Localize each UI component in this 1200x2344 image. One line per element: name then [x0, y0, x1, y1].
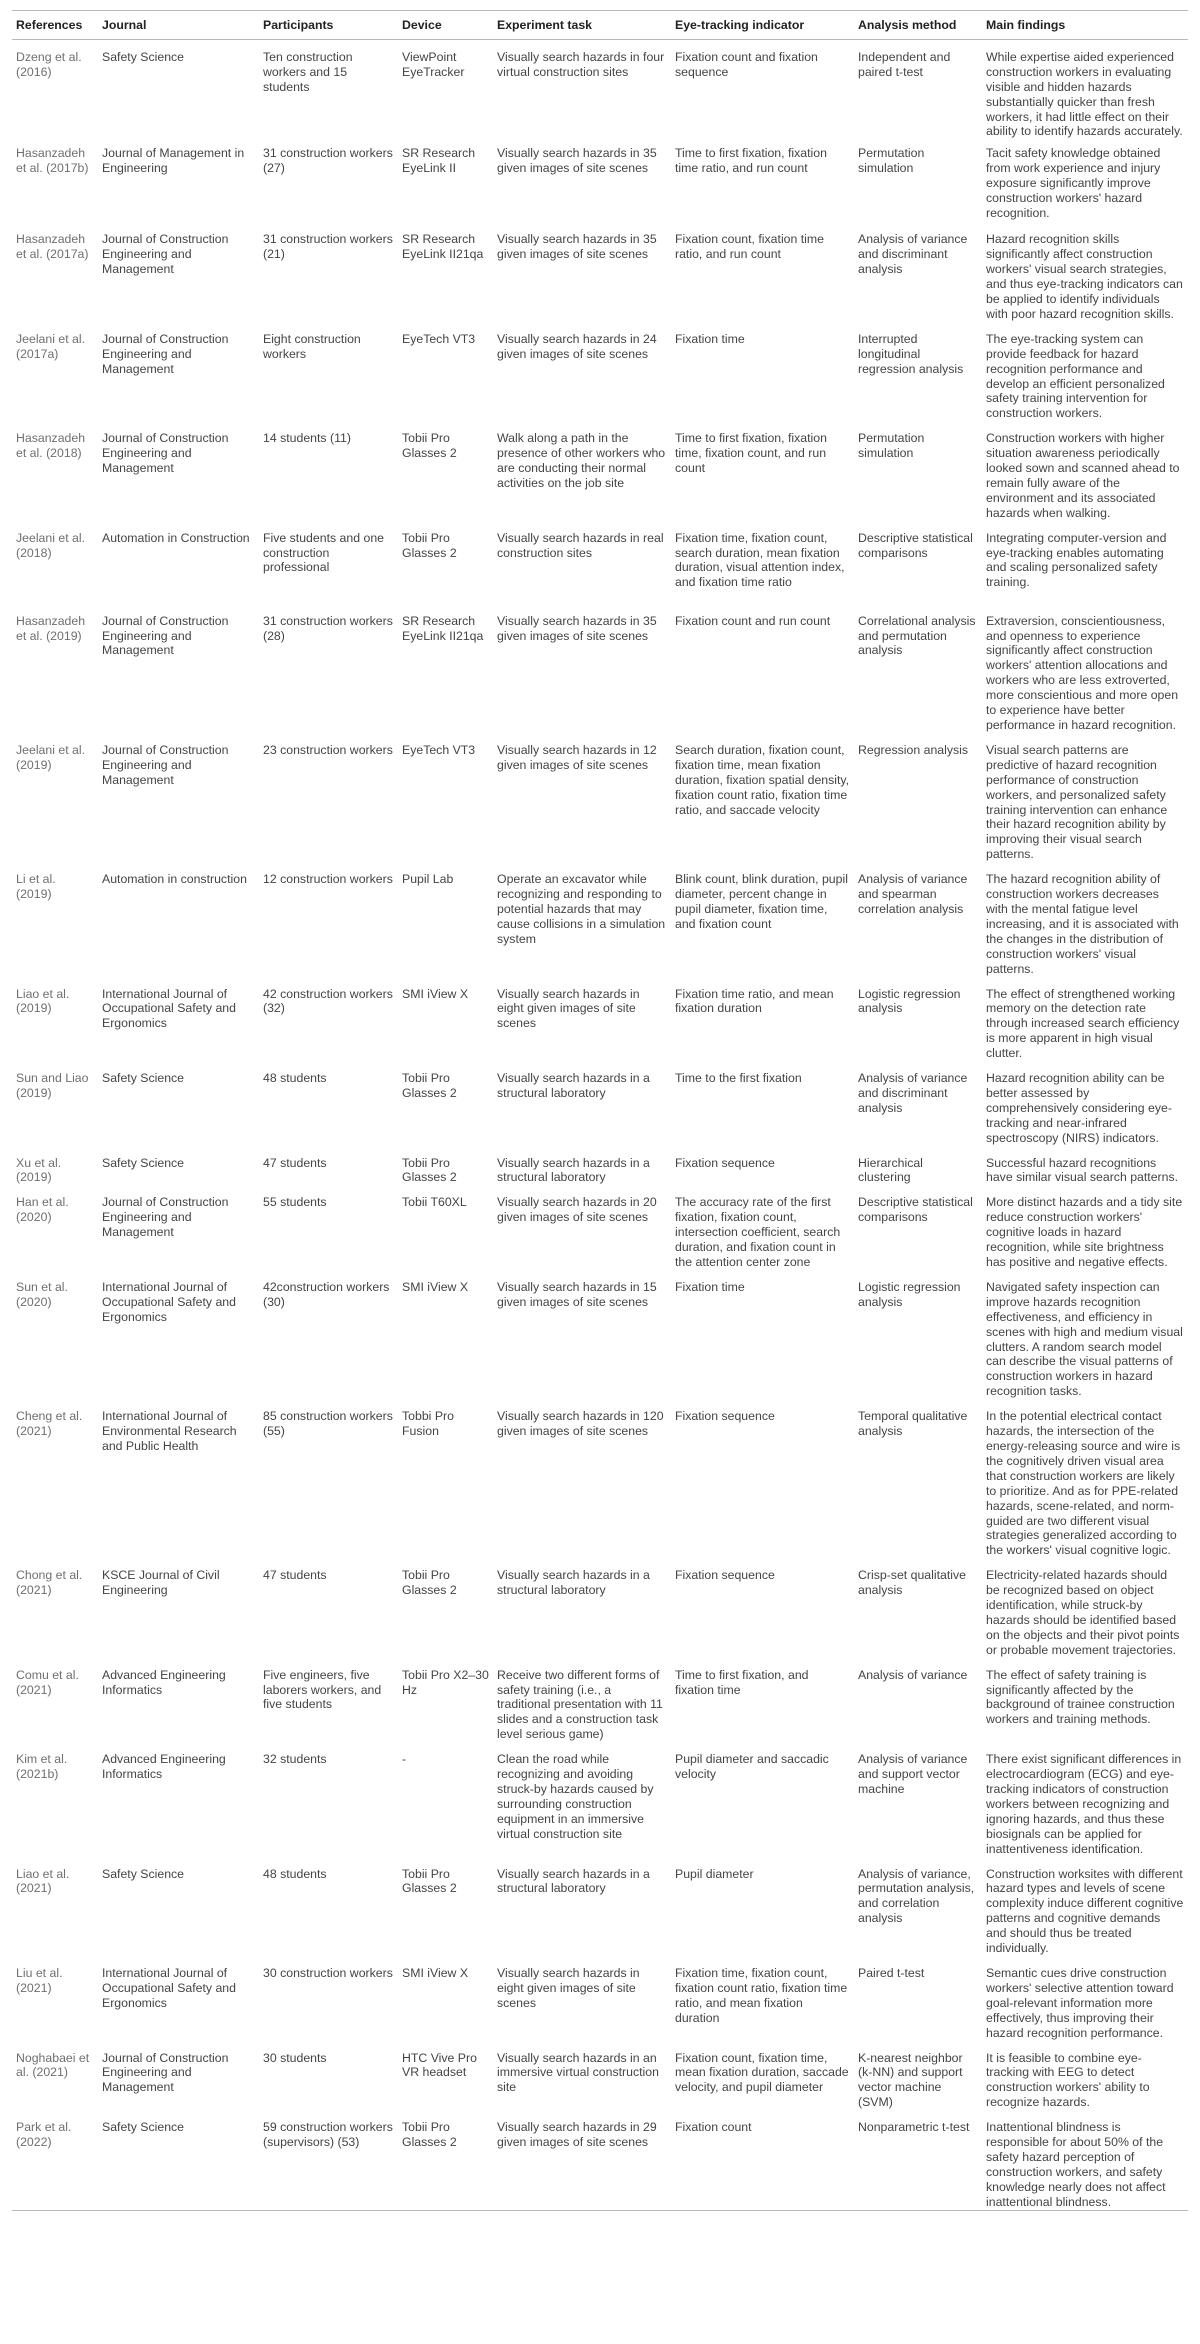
cell-journal: Safety Science: [102, 1071, 185, 1086]
cell-journal: Automation in Construction: [102, 530, 250, 545]
cell-eye-tracking-indicator: Time to first fixation, and fixation time: [675, 1667, 809, 1697]
cell-journal: Journal of Management in Engineering: [102, 146, 245, 176]
cell-participants: 32 students: [263, 1752, 327, 1767]
cell-experiment-task: Operate an excavator while recognizing and responding to potential hazards that may cause collisions in a simulation system: [497, 872, 666, 946]
cell-participants: 47 students: [263, 1568, 327, 1583]
cell-main-findings: Integrating computer-version and eye-tracking enables automating and scaling personalized safety training.: [986, 530, 1167, 590]
cell-participants: 48 students: [263, 1071, 327, 1086]
cell-reference: Hasanzadeh et al. (2019): [16, 613, 86, 643]
cell-main-findings: The effect of strengthened working memory on the detection rate through increased search efficiency is more apparent in high visual clutter.: [986, 986, 1180, 1061]
table-row: [12, 2041, 1188, 2111]
cell-eye-tracking-indicator: Fixation time: [675, 331, 745, 346]
cell-experiment-task: Visually search hazards in 35 given images of site scenes: [497, 232, 657, 262]
cell-eye-tracking-indicator: Fixation count: [671, 2110, 854, 2210]
cell-experiment-task: Clean the road while recognizing and avoiding struck-by hazards caused by surrounding construction equipment in an immersive virtual construction site: [497, 1752, 654, 1841]
cell-eye-tracking-indicator: Time to first fixation, fixation time ratio, and run count: [675, 146, 827, 176]
cell-eye-tracking-indicator: Blink count, blink duration, pupil diameter, percent change in pupil diameter, fixation time, and fixation count: [675, 872, 848, 931]
cell-reference: Liu et al. (2021): [16, 1965, 63, 1995]
cell-experiment-task: Visually search hazards in 15 given images of site scenes: [497, 1279, 657, 1309]
cell-device: Tobii Pro Glasses 2: [402, 431, 457, 461]
cell-reference: Hasanzadeh et al. (2018): [16, 431, 86, 461]
cell-main-findings: Hazard recognition ability can be better assessed by comprehensively considering eye-tracking and near-infrared spectroscopy (NIRS) indicators.: [986, 1071, 1172, 1145]
table-row: [12, 222, 1188, 321]
cell-main-findings: Tacit safety knowledge obtained from work experience and injury exposure significantly improve construction workers' hazard recognition.: [986, 146, 1161, 220]
cell-participants: Ten construction workers and 15 students: [263, 49, 353, 94]
cell-main-findings: The effect of safety training is significantly affected by the background of trainee construction workers and training methods.: [986, 1667, 1175, 1727]
cell-reference: Park et al. (2022): [12, 2110, 98, 2210]
cell-reference: Kim et al. (2021b): [16, 1752, 68, 1782]
cell-device: SR Research EyeLink II: [402, 146, 476, 176]
cell-reference: Hasanzadeh et al. (2017b): [16, 146, 89, 176]
cell-participants: 48 students: [263, 1866, 327, 1881]
cell-main-findings: The eye-tracking system can provide feedback for hazard recognition performance and develop an efficient personalized safety training intervention for construction workers.: [986, 331, 1165, 421]
cell-reference: Jeelani et al. (2018): [16, 530, 86, 560]
cell-experiment-task: Visually search hazards in 35 given images of site scenes: [497, 613, 657, 643]
table-row: [12, 1558, 1188, 1657]
table-row: [12, 1185, 1188, 1270]
cell-reference: Cheng et al. (2021): [16, 1409, 83, 1439]
cell-device: EyeTech VT3: [402, 742, 476, 757]
cell-eye-tracking-indicator: Pupil diameter and saccadic velocity: [675, 1752, 829, 1782]
cell-eye-tracking-indicator: Fixation sequence: [675, 1409, 775, 1424]
cell-participants: 30 construction workers: [263, 1965, 393, 1980]
table-header: [12, 11, 1188, 40]
cell-analysis-method: Paired t-test: [858, 1965, 925, 1980]
cell-reference: Liao et al. (2019): [16, 986, 70, 1016]
cell-participants: 31 construction workers (28): [263, 613, 393, 643]
cell-analysis-method: Interrupted longitudinal regression analysis: [858, 331, 964, 376]
table-row: [12, 862, 1188, 976]
cell-experiment-task: Visually search hazards in eight given images of site scenes: [497, 1965, 640, 2010]
cell-journal: International Journal of Occupational Safety and Ergonomics: [102, 1279, 236, 1324]
cell-participants: 31 construction workers (21): [263, 232, 393, 262]
cell-journal: Automation in construction: [102, 872, 247, 887]
cell-analysis-method: Logistic regression analysis: [858, 1279, 961, 1309]
cell-eye-tracking-indicator: Time to the first fixation: [675, 1071, 802, 1086]
cell-journal: KSCE Journal of Civil Engineering: [102, 1568, 220, 1598]
cell-device: Tobii Pro Glasses 2: [402, 1155, 457, 1185]
cell-analysis-method: Correlational analysis and permutation analysis: [858, 613, 976, 658]
cell-analysis-method: Analysis of variance: [858, 1667, 968, 1682]
cell-eye-tracking-indicator: Fixation time, fixation count, search duration, mean fixation duration, visual attention index, and fixation time ratio: [675, 530, 845, 590]
cell-participants: 59 construction workers (supervisors) (53): [259, 2110, 398, 2210]
cell-experiment-task: Visually search hazards in 12 given images of site scenes: [497, 742, 657, 772]
table-row: [12, 1956, 1188, 2041]
cell-reference: Han et al. (2020): [16, 1195, 69, 1225]
cell-reference: Xu et al. (2019): [16, 1155, 62, 1185]
cell-device: ViewPoint EyeTracker: [402, 49, 465, 79]
cell-analysis-method: Analysis of variance, permutation analysis, and correlation analysis: [858, 1866, 975, 1926]
cell-device: SMI iView X: [402, 1279, 469, 1294]
cell-device: Tobii Pro Glasses 2: [402, 1568, 457, 1598]
table-row: [12, 1857, 1188, 1956]
cell-analysis-method: Temporal qualitative analysis: [858, 1409, 968, 1439]
header-analysis-method: Analysis method: [854, 11, 982, 40]
table-row: [12, 1146, 1188, 1186]
cell-device: SR Research EyeLink II21qa: [402, 613, 484, 643]
cell-main-findings: Successful hazard recognitions have similar visual search patterns.: [986, 1155, 1179, 1185]
table-row: [12, 421, 1188, 520]
cell-journal: Advanced Engineering Informatics: [102, 1667, 226, 1697]
table-row: [12, 604, 1188, 733]
cell-main-findings: Extraversion, conscientiousness, and openness to experience significantly affect construction workers' attention allocations and workers who are less extroverted, more conscientious and more open to experience have better performance in hazard recognition.: [986, 613, 1179, 732]
literature-table: [12, 10, 1188, 2211]
cell-participants: 55 students: [263, 1195, 327, 1210]
cell-reference: Jeelani et al. (2019): [16, 742, 86, 772]
cell-participants: Five students and one construction professional: [263, 530, 384, 575]
cell-journal: Journal of Construction Engineering and Management: [102, 232, 229, 277]
cell-analysis-method: Crisp-set qualitative analysis: [858, 1568, 966, 1598]
cell-analysis-method: Logistic regression analysis: [858, 986, 961, 1016]
cell-analysis-method: K-nearest neighbor (k-NN) and support vector machine (SVM): [858, 2050, 963, 2110]
table-row: [12, 521, 1188, 604]
cell-journal: Safety Science: [102, 49, 185, 64]
table-row: [12, 1061, 1188, 1146]
cell-participants: Eight construction workers: [263, 331, 361, 361]
cell-device: SR Research EyeLink II21qa: [402, 232, 484, 262]
table-row: [12, 733, 1188, 862]
cell-reference: Liao et al. (2021): [16, 1866, 70, 1896]
cell-eye-tracking-indicator: The accuracy rate of the first fixation, fixation count, intersection coefficient, search duration, and fixation count in the attention center zone: [675, 1195, 841, 1269]
cell-experiment-task: Receive two different forms of safety training (i.e., a traditional presentation with 11 slides and a construction task level serious game): [497, 1667, 663, 1742]
header-row: [12, 11, 1188, 40]
cell-analysis-method: Permutation simulation: [858, 146, 925, 176]
cell-journal: International Journal of Environmental Research and Public Health: [102, 1409, 237, 1453]
cell-device: EyeTech VT3: [402, 331, 476, 346]
cell-analysis-method: Regression analysis: [858, 742, 969, 757]
cell-participants: 47 students: [263, 1155, 327, 1170]
table-row: [12, 977, 1188, 1062]
cell-participants: 85 construction workers (55): [263, 1409, 393, 1439]
cell-main-findings: The hazard recognition ability of construction workers decreases with the mental fatigue level increasing, and it is associated with the changes in the distribution of construction workers' visual patterns.: [986, 872, 1179, 976]
cell-eye-tracking-indicator: Fixation sequence: [675, 1568, 775, 1583]
cell-reference: Hasanzadeh et al. (2017a): [16, 232, 89, 262]
cell-reference: Sun and Liao (2019): [16, 1071, 89, 1100]
cell-device: SMI iView X: [402, 1965, 469, 1980]
cell-eye-tracking-indicator: Search duration, fixation count, fixation time, mean fixation duration, fixation spatial density, fixation count ratio, fixation time ratio, and saccade velocity: [675, 742, 850, 817]
table-row: [12, 39, 1188, 139]
cell-main-findings: While expertise aided experienced construction workers in evaluating visible and hidden hazards substantially quicker than fresh workers, it had little effect on their ability to identify hazards accurately.: [986, 49, 1183, 139]
cell-eye-tracking-indicator: Fixation time ratio, and mean fixation duration: [675, 986, 834, 1016]
table-row: [12, 2110, 1188, 2210]
cell-main-findings: In the potential electrical contact hazards, the intersection of the energy-releasing source and wire is the cognitively driven visual area that construction workers are likely to prioritize. And as for PPE-related hazards, scene-related, and norm-guided are two different visual strategies generalized according to the workers' visual cognitive logic.: [986, 1409, 1181, 1558]
cell-eye-tracking-indicator: Fixation count, fixation time, mean fixation duration, saccade velocity, and pupil diameter: [675, 2050, 849, 2095]
cell-journal: Safety Science: [102, 1155, 185, 1170]
cell-eye-tracking-indicator: Fixation count and run count: [675, 613, 831, 628]
cell-experiment-task: Visually search hazards in four virtual construction sites: [497, 49, 665, 79]
cell-experiment-task: Visually search hazards in real construction sites: [497, 530, 664, 560]
header-experiment-task: Experiment task: [493, 11, 671, 40]
cell-main-findings: Visual search patterns are predictive of hazard recognition performance of construction workers, and personalized safety training intervention can enhance their hazard recognition ability by improving their visual search patterns.: [986, 742, 1168, 862]
cell-analysis-method: Descriptive statistical comparisons: [858, 530, 973, 560]
cell-device: Tobii Pro Glasses 2: [398, 2110, 493, 2210]
cell-device: Tobbi Pro Fusion: [402, 1409, 454, 1439]
cell-journal: Journal of Construction Engineering and Management: [102, 331, 229, 376]
cell-main-findings: Electricity-related hazards should be recognized based on object identification, while struck-by hazards should be identified based on the objects and their pivot points or probable movement trajectories.: [986, 1568, 1180, 1657]
cell-journal: Safety Science: [98, 2110, 259, 2210]
cell-main-findings: Hazard recognition skills significantly affect construction workers' visual search strategies, and thus eye-tracking indicators can be applied to identify individuals with poor hazard recognition skills.: [986, 232, 1183, 321]
header-participants: Participants: [259, 11, 398, 40]
cell-eye-tracking-indicator: Fixation sequence: [675, 1155, 775, 1170]
cell-experiment-task: Visually search hazards in an immersive virtual construction site: [497, 2050, 659, 2095]
cell-journal: Journal of Construction Engineering and Management: [102, 2050, 229, 2095]
cell-participants: 42construction workers (30): [263, 1279, 390, 1309]
cell-analysis-method: Nonparametric t-test: [854, 2110, 982, 2210]
cell-main-findings: There exist significant differences in electrocardiogram (ECG) and eye-tracking indicators of construction workers between recognizing and ignoring hazards, and thus these biosignals can be applied for inattentiveness identification.: [986, 1752, 1182, 1856]
cell-experiment-task: Visually search hazards in a structural laboratory: [497, 1071, 650, 1100]
cell-reference: Li et al. (2019): [16, 872, 56, 902]
cell-experiment-task: Walk along a path in the presence of other workers who are conducting their normal activities on the job site: [497, 431, 666, 490]
table-row: [12, 1399, 1188, 1558]
cell-journal: International Journal of Occupational Safety and Ergonomics: [102, 1965, 236, 2010]
header-device: Device: [398, 11, 493, 40]
cell-device: Tobii Pro Glasses 2: [402, 530, 457, 560]
cell-eye-tracking-indicator: Pupil diameter: [675, 1866, 754, 1881]
cell-analysis-method: Descriptive statistical comparisons: [858, 1195, 973, 1225]
header-references: References: [12, 11, 98, 40]
table-row: [12, 1270, 1188, 1399]
cell-device: -: [402, 1752, 407, 1767]
cell-device: Pupil Lab: [402, 872, 454, 887]
cell-analysis-method: Analysis of variance and discriminant analysis: [858, 232, 968, 277]
cell-reference: Chong et al. (2021): [16, 1568, 83, 1598]
cell-experiment-task: Visually search hazards in 35 given images of site scenes: [497, 146, 657, 176]
cell-analysis-method: Analysis of variance and spearman correlation analysis: [858, 872, 968, 916]
table-row: [12, 1742, 1188, 1856]
cell-analysis-method: Hierarchical clustering: [858, 1155, 923, 1185]
cell-journal: Journal of Construction Engineering and Management: [102, 742, 229, 787]
cell-participants: 14 students (11): [263, 431, 351, 446]
table-body: [12, 39, 1188, 2210]
cell-participants: 23 construction workers: [263, 742, 393, 757]
cell-experiment-task: Visually search hazards in a structural laboratory: [497, 1155, 650, 1185]
cell-main-findings: Construction workers with higher situation awareness periodically looked sown and scanned ahead to remain fully aware of the environment and its associated hazards when walking.: [986, 431, 1180, 520]
cell-eye-tracking-indicator: Time to first fixation, fixation time, fixation count, and run count: [675, 431, 827, 476]
cell-device: Tobii Pro Glasses 2: [402, 1071, 457, 1100]
cell-participants: 42 construction workers (32): [263, 986, 393, 1016]
table-row: [12, 322, 1188, 421]
cell-journal: Advanced Engineering Informatics: [102, 1752, 226, 1782]
cell-device: Tobii Pro Glasses 2: [402, 1866, 457, 1896]
cell-main-findings: More distinct hazards and a tidy site reduce construction workers' cognitive loads in hazard recognition, while site brightness has positive and negative effects.: [986, 1195, 1183, 1269]
cell-reference: Sun et al. (2020): [16, 1279, 68, 1309]
cell-main-findings: Construction worksites with different hazard types and levels of scene complexity induce different cognitive patterns and cognitive demands and should thus be treated individually.: [986, 1866, 1184, 1956]
header-journal: Journal: [98, 11, 259, 40]
cell-eye-tracking-indicator: Fixation count and fixation sequence: [675, 49, 818, 79]
cell-device: HTC Vive Pro VR headset: [402, 2050, 477, 2080]
cell-device: Tobii T60XL: [402, 1195, 467, 1210]
cell-journal: International Journal of Occupational Safety and Ergonomics: [102, 986, 236, 1031]
cell-participants: 31 construction workers (27): [263, 146, 393, 176]
cell-main-findings: It is feasible to combine eye-tracking with EEG to detect construction workers' ability to recognize hazards.: [986, 2050, 1150, 2110]
cell-main-findings: Inattentional blindness is responsible for about 50% of the safety hazard perception of construction workers, and safety knowledge nearly does not affect inattentional blindness.: [982, 2110, 1188, 2210]
cell-journal: Journal of Construction Engineering and Management: [102, 431, 229, 476]
cell-experiment-task: Visually search hazards in 120 given images of site scenes: [497, 1409, 664, 1439]
cell-experiment-task: Visually search hazards in a structural laboratory: [497, 1866, 650, 1896]
cell-analysis-method: Analysis of variance and discriminant analysis: [858, 1071, 968, 1115]
cell-analysis-method: Analysis of variance and support vector machine: [858, 1752, 968, 1796]
cell-experiment-task: Visually search hazards in eight given images of site scenes: [497, 986, 640, 1031]
cell-eye-tracking-indicator: Fixation time: [675, 1279, 745, 1294]
cell-experiment-task: Visually search hazards in a structural laboratory: [497, 1568, 650, 1598]
cell-reference: Dzeng et al. (2016): [16, 49, 82, 79]
cell-experiment-task: Visually search hazards in 29 given images of site scenes: [493, 2110, 671, 2210]
header-eye-tracking-indicator: Eye-tracking indicator: [671, 11, 854, 40]
cell-reference: Jeelani et al. (2017a): [16, 331, 86, 361]
cell-main-findings: Navigated safety inspection can improve hazards recognition effectiveness, and efficiency in scenes with high and medium visual clutters. A random search model can describe the visual patterns of construction workers in hazard recognition tasks.: [986, 1279, 1183, 1399]
cell-device: Tobii Pro X2–30 Hz: [402, 1667, 489, 1697]
cell-eye-tracking-indicator: Fixation time, fixation count, fixation count ratio, fixation time ratio, and mean fixation duration: [675, 1965, 848, 2025]
cell-journal: Journal of Construction Engineering and Management: [102, 613, 229, 658]
cell-analysis-method: Permutation simulation: [858, 431, 925, 461]
cell-journal: Journal of Construction Engineering and Management: [102, 1195, 229, 1240]
cell-reference: Comu et al. (2021): [16, 1667, 79, 1697]
cell-participants: Five engineers, five laborers workers, and five students: [263, 1667, 382, 1712]
cell-participants: 12 construction workers: [263, 872, 393, 887]
cell-participants: 30 students: [263, 2050, 327, 2065]
cell-journal: Safety Science: [102, 1866, 185, 1881]
cell-main-findings: Semantic cues drive construction workers' selective attention toward goal-relevant information more effectively, thus improving their hazard recognition performance.: [986, 1965, 1174, 2040]
header-main-findings: Main findings: [982, 11, 1188, 40]
table-row: [12, 1658, 1188, 1743]
cell-analysis-method: Independent and paired t-test: [858, 49, 951, 79]
cell-device: SMI iView X: [402, 986, 469, 1001]
cell-reference: Noghabaei et al. (2021): [16, 2050, 90, 2080]
cell-experiment-task: Visually search hazards in 20 given images of site scenes: [497, 1195, 657, 1225]
cell-experiment-task: Visually search hazards in 24 given images of site scenes: [497, 331, 657, 361]
cell-eye-tracking-indicator: Fixation count, fixation time ratio, and run count: [675, 232, 824, 262]
table-row: [12, 139, 1188, 222]
